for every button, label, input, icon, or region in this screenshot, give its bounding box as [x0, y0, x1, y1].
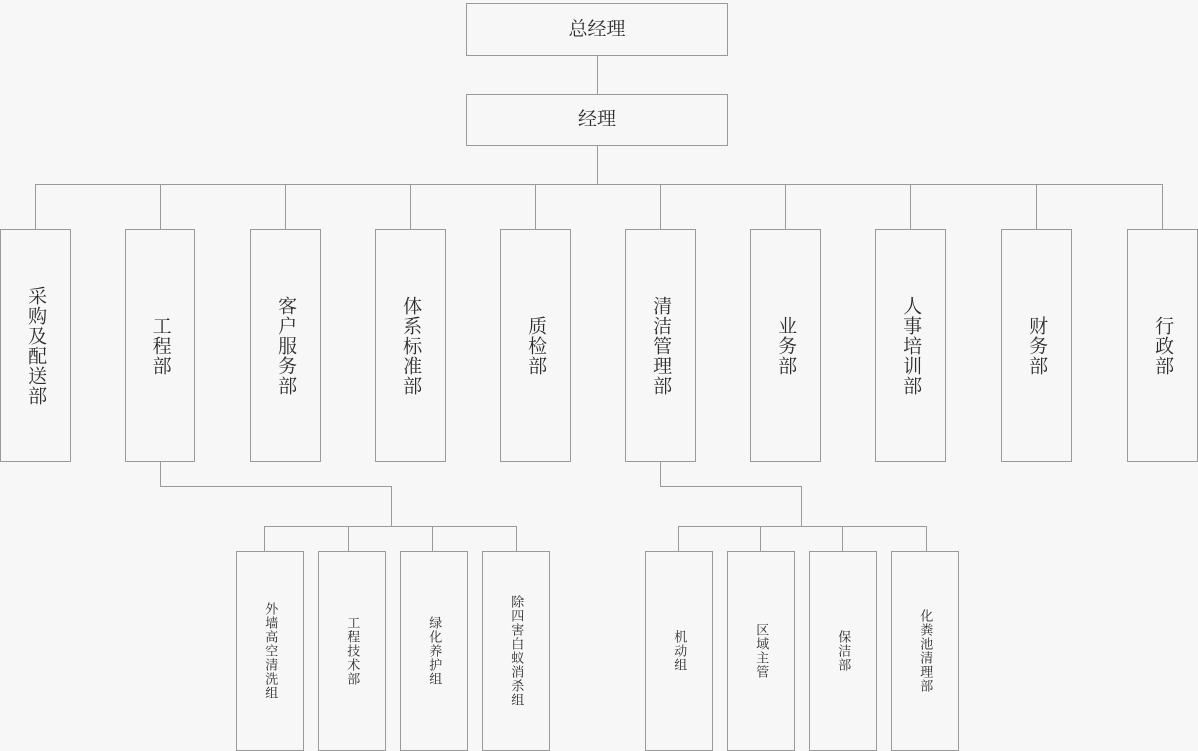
connector-drop-eng-3	[432, 526, 433, 551]
connector-cleaning-offset	[660, 486, 801, 487]
node-subdept-area-supervisor: 区域主管	[727, 551, 795, 751]
connector-drop-dept-5	[535, 184, 536, 229]
node-subdept-exterior-wall-cleaning: 外墙高空清洗组	[236, 551, 304, 751]
node-department-customer-service: 客户服务部	[250, 229, 321, 462]
connector-drop-dept-8	[910, 184, 911, 229]
connector-drop-eng-4	[516, 526, 517, 551]
node-department-finance: 财务部	[1001, 229, 1072, 462]
connector-drop-clean-2	[760, 526, 761, 551]
node-department-administration: 行政部	[1127, 229, 1198, 462]
connector-drop-dept-4	[410, 184, 411, 229]
node-subdept-pest-control: 除四害白蚁消杀组	[482, 551, 550, 751]
connector-second-to-bus	[597, 146, 598, 184]
node-manager: 经理	[466, 94, 728, 146]
node-subdept-septic-tank-cleaning: 化粪池清理部	[891, 551, 959, 751]
connector-drop-dept-2	[160, 184, 161, 229]
connector-drop-clean-4	[926, 526, 927, 551]
connector-drop-eng-2	[348, 526, 349, 551]
node-subdept-mobile-team: 机动组	[645, 551, 713, 751]
node-department-hr-training: 人事培训部	[875, 229, 946, 462]
connector-cleaning-stem	[660, 462, 661, 486]
connector-drop-dept-3	[285, 184, 286, 229]
node-subdept-landscaping: 绿化养护组	[400, 551, 468, 751]
connector-department-bus	[35, 184, 1163, 185]
connector-drop-dept-10	[1162, 184, 1163, 229]
connector-engineering-stem	[160, 462, 161, 486]
connector-engineering-offset	[160, 486, 391, 487]
connector-drop-clean-3	[842, 526, 843, 551]
connector-drop-dept-7	[785, 184, 786, 229]
node-department-engineering: 工程部	[125, 229, 195, 462]
node-department-standards: 体系标准部	[375, 229, 446, 462]
node-subdept-housekeeping: 保洁部	[809, 551, 877, 751]
node-department-procurement: 采购及配送部	[0, 229, 71, 462]
connector-cleaning-bus	[678, 526, 926, 527]
connector-cleaning-down	[801, 486, 802, 526]
connector-drop-dept-9	[1036, 184, 1037, 229]
connector-engineering-bus	[264, 526, 517, 527]
node-department-quality: 质检部	[500, 229, 571, 462]
connector-drop-clean-1	[678, 526, 679, 551]
node-subdept-engineering-technology: 工程技术部	[318, 551, 386, 751]
node-general-manager: 总经理	[466, 3, 728, 56]
node-department-cleaning: 清洁管理部	[625, 229, 696, 462]
node-department-business: 业务部	[750, 229, 821, 462]
connector-drop-dept-1	[35, 184, 36, 229]
connector-engineering-down	[391, 486, 392, 526]
connector-drop-dept-6	[660, 184, 661, 229]
connector-top-to-second	[597, 56, 598, 94]
connector-drop-eng-1	[264, 526, 265, 551]
